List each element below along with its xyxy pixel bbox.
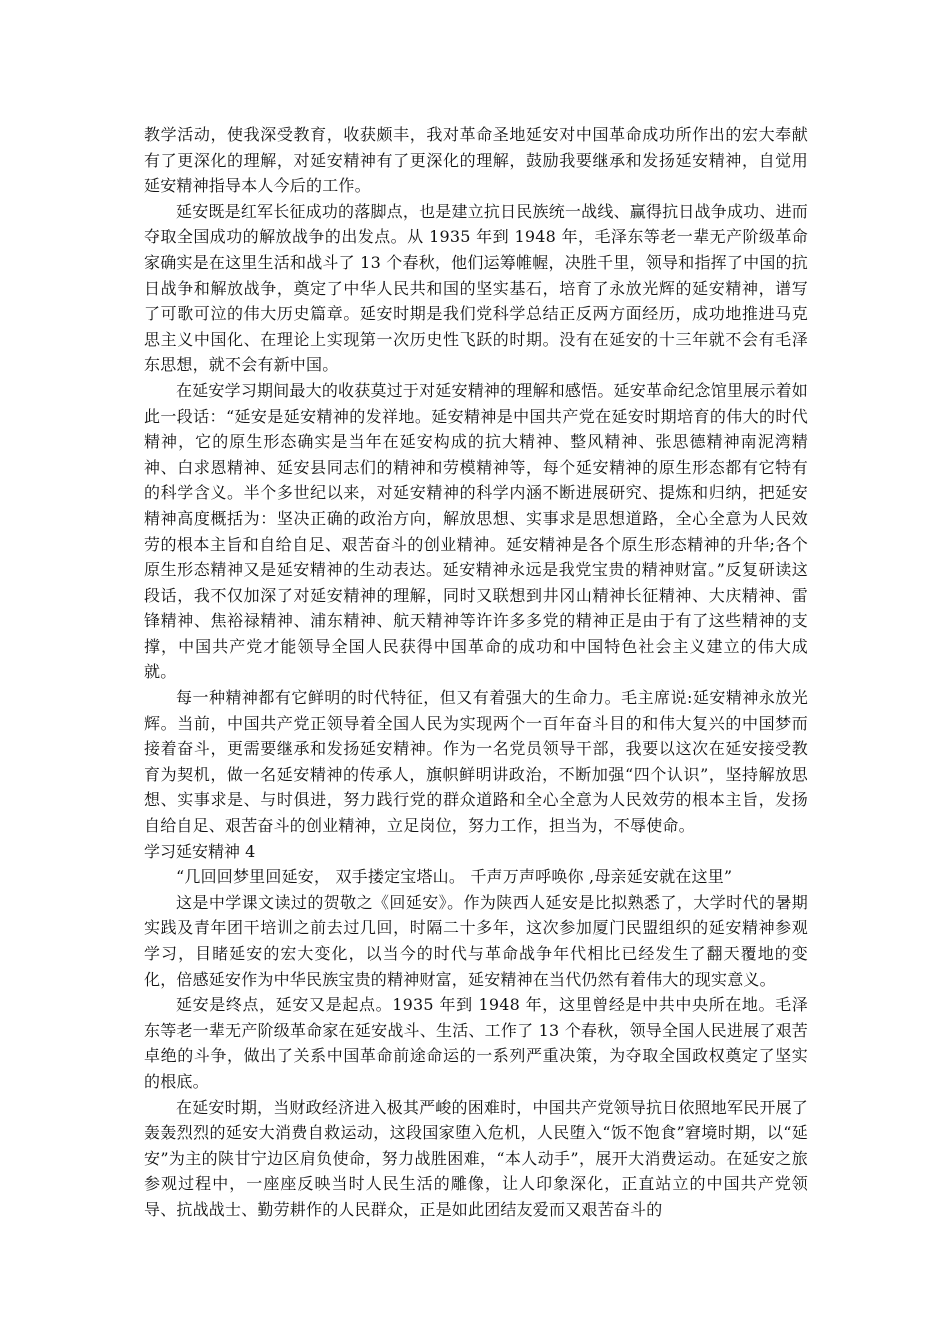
paragraph-6: 这是中学课文读过的贺敬之《回延安》。作为陕西人延安是比拟熟悉了，大学时代的暑期实践及青年团干培训之前去过几回，时隔二十多年，这次参加厦门民盟组织的延安精神参观学习，目睹延安的宏大变化，以当今的时代与革命战争年代相比已经发生了翻天覆地的变化，倍感延安作为中华民族宝贵的精神财富，延安精神在当代仍然有着伟大的现实意义。 [144, 892, 808, 989]
paragraph-4: 每一种精神都有它鲜明的时代特征，但又有着强大的生命力。毛主席说:延安精神永放光辉。当前，中国共产党正领导着全国人民为实现两个一百年奋斗目的和伟大复兴的中国梦而接着奋斗，更需要继承和发扬延安精神。作为一名党员领导干部，我要以这次在延安接受教育为契机，做一名延安精神的传承人，旗帜鲜明讲政治，不断加强“四个认识”，坚持解放思想、实事求是、与时俱进，努力践行党的群众道路和全心全意为人民效劳的根本主旨，发扬自给自足、艰苦奋斗的创业精神，立足岗位，努力工作，担当为，不辱使命。 [144, 688, 808, 836]
section-heading: 学习延安精神 4 [144, 841, 256, 861]
document-page [144, 122, 808, 1223]
paragraph-1: 教学活动，使我深受教育，收获颇丰，我对革命圣地延安对中国革命成功所作出的宏大奉献有了更深化的理解，对延安精神有了更深化的理解，鼓励我要继承和发扬延安精神，自觉用延安精神指导本人今后的工作。 [144, 125, 808, 196]
paragraph-3: 在延安学习期间最大的收获莫过于对延安精神的理解和感悟。延安革命纪念馆里展示着如此一段话：“延安是延安精神的发祥地。延安精神是中国共产党在延安时期培育的伟大的时代精神，它的原生形态确实是当年在延安构成的抗大精神、整风精神、张思德精神南泥湾精神、白求恩精神、延安县同志们的精神和劳模精神等，每个延安精神的原生形态都有它特有的科学含义。半个多世纪以来，对延安精神的科学内涵不断进展研究、提炼和归纳，把延安精神高度概括为：坚决正确的政治方向，解放思想、实事求是思想道路，全心全意为人民效劳的根本主旨和自给自足、艰苦奋斗的创业精神。延安精神是各个原生形态精神的升华;各个原生形态精神又是延安精神的生动表达。延安精神永远是我党宝贵的精神财富。”反复研读这段话，我不仅加深了对延安精神的理解，同时又联想到井冈山精神长征精神、大庆精神、雷锋精神、焦裕禄精神、浦东精神、航天精神等许许多多党的精神正是由于有了这些精神的支撑，中国共产党才能领导全国人民获得中国革命的成功和中国特色社会主义建立的伟大成就。 [144, 380, 808, 682]
paragraph-2: 延安既是红军长征成功的落脚点，也是建立抗日民族统一战线、赢得抗日战争成功、进而夺取全国成功的解放战争的出发点。从 1935 年到 1948 年，毛泽东等老一辈无产阶级革命家确实是在这里生活和战斗了 13 个春秋，他们运筹帷幄，决胜千里，领导和指挥了中国的抗日战争和解放战争，奠定了中华人民共和国的坚实基石，培育了永放光辉的延安精神，谱写了可歌可泣的伟大历史篇章。延安时期是我们党科学总结正反两方面经历，成功地推进马克思主义中国化、在理论上实现第一次历史性飞跃的时期。没有在延安的十三年就不会有毛泽东思想，就不会有新中国。 [144, 201, 808, 375]
paragraph-7: 延安是终点，延安又是起点。1935 年到 1948 年，这里曾经是中共中央所在地。毛泽东等老一辈无产阶级革命家在延安战斗、生活、工作了 13 个春秋，领导全国人民进展了艰苦卓绝的斗争，做出了关系中国革命前途命运的一系列严重决策，为夺取全国政权奠定了坚实的根底。 [144, 995, 808, 1091]
paragraph-5: “几回回梦里回延安， 双手搂定宝塔山。 千声万声呼唤你 ,母亲延安就在这里” [176, 867, 733, 887]
paragraph-8: 在延安时期，当财政经济进入极其严峻的困难时，中国共产党领导抗日依照地军民开展了轰轰烈烈的延安大消费自救运动，这段国家堕入危机，人民堕入“饭不饱食”窘境时期，以“延安”为主的陕甘宁边区肩负使命，努力战胜困难，“本人动手”，展开大消费运动。在延安之旅参观过程中，一座座反映当时人民生活的雕像，让人印象深化，正直站立的中国共产党领导、抗战战士、勤劳耕作的人民群众，正是如此团结友爱而又艰苦奋斗的 [144, 1097, 808, 1219]
